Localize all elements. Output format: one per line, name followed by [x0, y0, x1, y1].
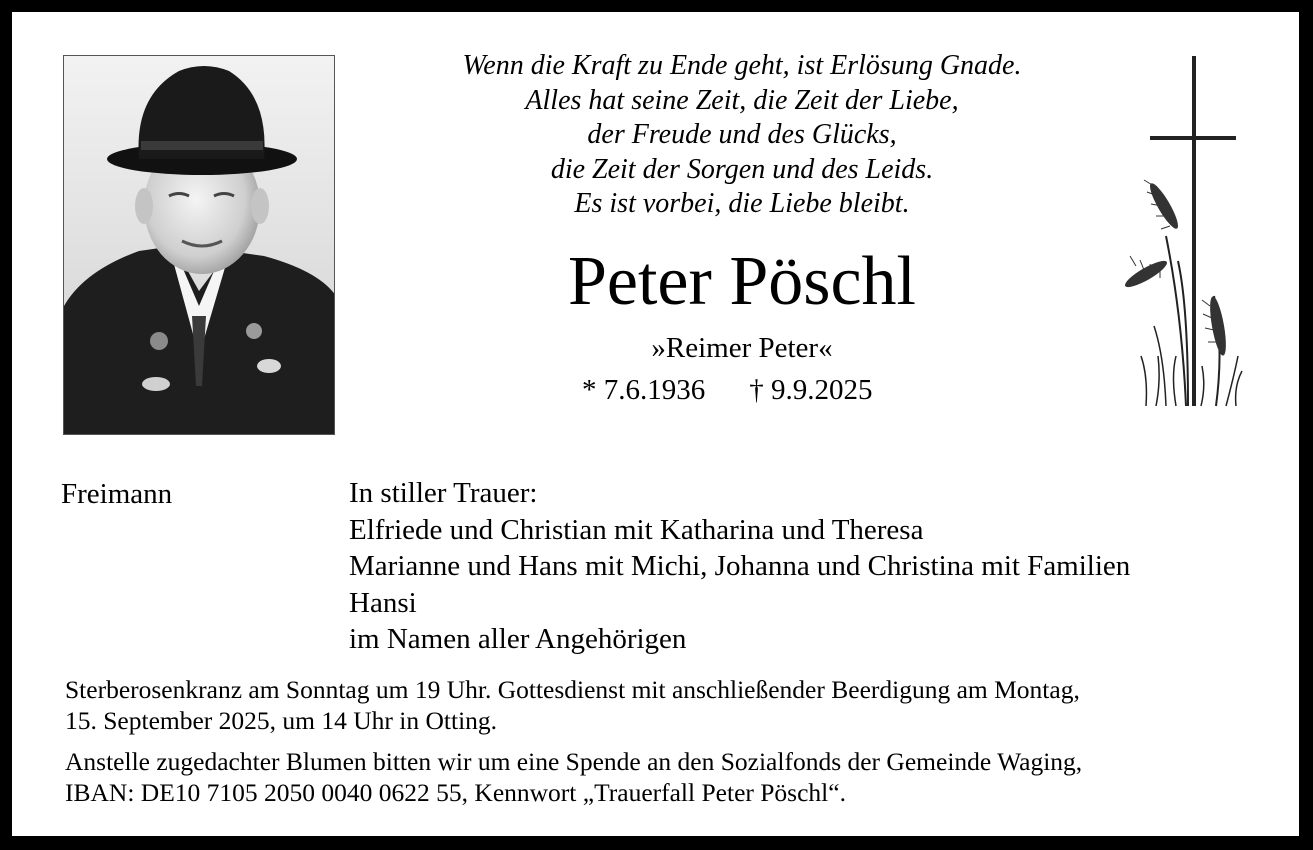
- deceased-nickname: »Reimer Peter«: [651, 332, 833, 364]
- service-notice: [65, 674, 1265, 736]
- notice-line: 15. September 2025, um 14 Uhr in Otting.: [65, 706, 498, 735]
- mourner-line: Marianne und Hans mit Michi, Johanna und Christina mit Familien: [349, 550, 1131, 582]
- portrait-photo: [63, 55, 335, 435]
- mourner-line: im Namen aller Angehörigen: [349, 623, 687, 655]
- mourner-line: Hansi: [349, 586, 417, 619]
- deceased-name: Peter Pöschl: [567, 243, 917, 320]
- mourners-heading: In stiller Trauer:: [349, 477, 538, 509]
- place-name: Freimann: [61, 478, 173, 510]
- poem-line: die Zeit der Sorgen und des Leids.: [550, 153, 934, 185]
- notice-line: Sterberosenkranz am Sonntag um 19 Uhr. Gottesdienst mit anschließender Beerdigung am Montag,: [65, 675, 1080, 704]
- poem-line: Es ist vorbei, die Liebe bleibt.: [574, 188, 910, 219]
- notice-line: Anstelle zugedachter Blumen bitten wir um eine Spende an den Sozialfonds der Gemeinde Waging,: [65, 747, 1083, 776]
- poem-line: der Freude und des Glücks,: [587, 119, 897, 150]
- birth-date: * 7.6.1936: [582, 374, 706, 406]
- donation-notice: [65, 746, 1265, 808]
- portrait-image: [64, 56, 335, 435]
- mourner-line: Elfriede und Christian mit Katharina und Theresa: [349, 513, 924, 546]
- mourners-block: [349, 475, 1130, 658]
- cross-with-wheat-icon: [1106, 56, 1246, 416]
- poem: [322, 49, 1162, 222]
- obituary-card: [12, 12, 1299, 836]
- death-date: † 9.9.2025: [749, 374, 873, 406]
- notice-line: IBAN: DE10 7105 2050 0040 0622 55, Kennwort „Trauerfall Peter Pöschl“.: [65, 778, 846, 807]
- poem-line: Wenn die Kraft zu Ende geht, ist Erlösung Gnade.: [462, 50, 1022, 81]
- life-dates: [582, 370, 982, 410]
- poem-line: Alles hat seine Zeit, die Zeit der Liebe,: [525, 84, 959, 116]
